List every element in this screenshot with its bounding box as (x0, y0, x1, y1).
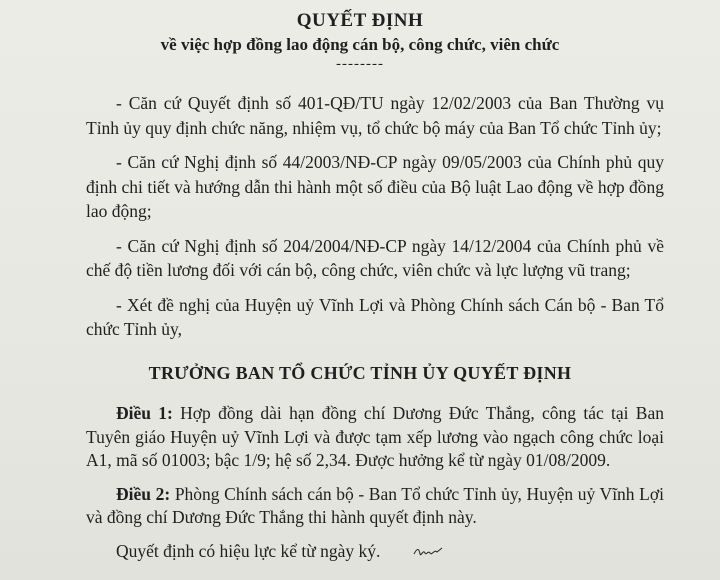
article-label: Điều 2: (116, 483, 171, 504)
article-2 (86, 483, 664, 530)
preamble-section (86, 91, 664, 352)
articles-section (86, 402, 664, 574)
document-title: QUYẾT ĐỊNH (296, 10, 424, 31)
effective-clause (86, 540, 664, 565)
title-divider: -------- (336, 56, 384, 72)
article-1 (86, 402, 664, 473)
article-label: Điều 1: (116, 403, 173, 423)
document-subtitle: về việc hợp đồng lao động cán bộ, công chức, viên chức (160, 35, 560, 54)
preamble-item: - Căn cứ Nghị định số 204/2004/NĐ-CP ngày 14/12/2004 của Chính phủ về chế độ tiền lương đối với cán bộ, công chức, viên chức và lực lượng vũ trang; (86, 235, 664, 280)
handwritten-signature-mark (383, 541, 443, 565)
decision-heading: TRƯỞNG BAN TỔ CHỨC TỈNH ỦY QUYẾT ĐỊNH (148, 363, 572, 383)
article-text: Phòng Chính sách cán bộ - Ban Tổ chức Tỉnh ủy, Huyện uỷ Vĩnh Lợi và đồng chí Dương Đức Thắng thi hành quyết định này. (86, 483, 664, 527)
preamble-item: - Căn cứ Quyết định số 401-QĐ/TU ngày 12/02/2003 của Ban Thường vụ Tỉnh ủy quy định chức năng, nhiệm vụ, tổ chức bộ máy của Ban Tổ chức Tỉnh ủy; (86, 93, 664, 138)
preamble-item: - Căn cứ Nghị định số 44/2003/NĐ-CP ngày 09/05/2003 của Chính phủ quy định chi tiết và hướng dẫn thi hành một số điều của Bộ luật Lao động về hợp đồng lao động; (86, 152, 664, 221)
preamble-item: - Xét đề nghị của Huyện uỷ Vĩnh Lợi và Phòng Chính sách Cán bộ - Ban Tổ chức Tỉnh ủy, (86, 294, 664, 339)
effective-text: Quyết định có hiệu lực kể từ ngày ký. (116, 540, 381, 561)
article-text: Hợp đồng dài hạn đồng chí Dương Đức Thắng, công tác tại Ban Tuyên giáo Huyện uỷ Vĩnh Lợi và được tạm xếp lương vào ngạch công chức loại A1, mã số 01003; bậc 1/9; hệ số 2,34. Được hưởng kể từ ngày 01/08/2009. (86, 403, 665, 470)
